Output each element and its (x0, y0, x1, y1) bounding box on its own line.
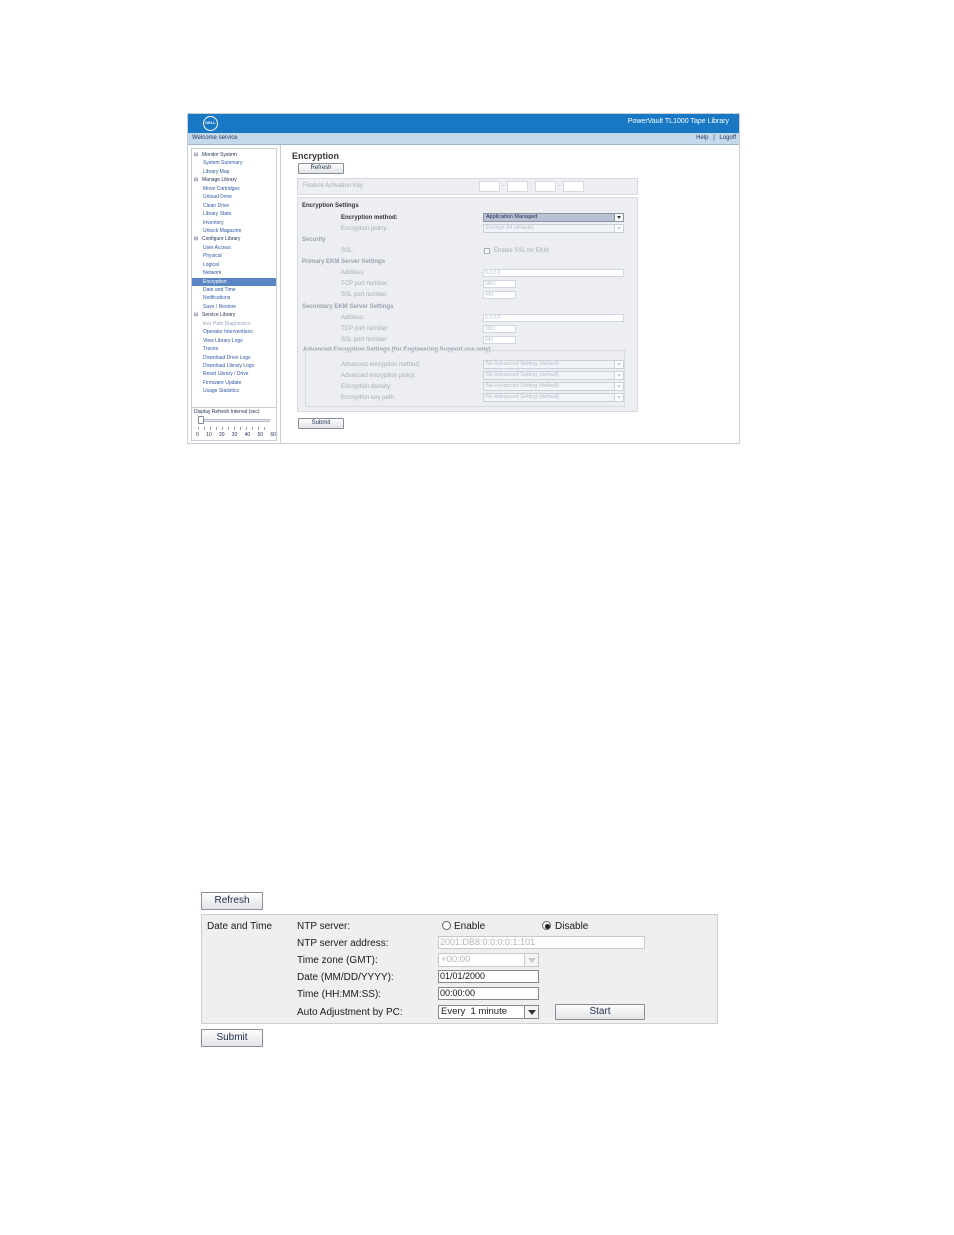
primary-address-input[interactable]: 0.0.0.0 (483, 269, 624, 277)
sidebar-item-unlock-magazine[interactable]: Unlock Magazine (203, 227, 242, 234)
ntp-enable-label: Enable (454, 921, 486, 932)
chevron-down-icon (614, 225, 623, 232)
secondary-ssl-label: SSL port number: (341, 337, 388, 343)
sidebar-item-view-library-logs[interactable]: View Library Logs (203, 337, 243, 344)
density-select[interactable] (483, 382, 624, 391)
chevron-down-icon (614, 361, 623, 368)
sidebar-group-label: Service Library (202, 312, 236, 319)
sidebar-item-notifications[interactable]: Notifications (203, 295, 231, 302)
refresh-button[interactable]: Refresh (298, 163, 344, 174)
slider-scale-label: 40 (244, 432, 251, 438)
link-separator: | (713, 135, 715, 141)
adv-policy-label: Advanced encryption policy: (341, 373, 416, 379)
sidebar-item-usage-statistics[interactable]: Usage Statistics (203, 388, 239, 395)
feature-activation-key-label: Feature Activation Key (303, 183, 364, 189)
advanced-heading: Advanced Encryption Settings (for Engineering Support use only) (303, 347, 491, 353)
slider-scale-label: 60 (270, 432, 276, 438)
slider-scale-label: 50 (257, 432, 264, 438)
sidebar-item-download-library-logs[interactable]: Download Library Logs (203, 362, 255, 369)
welcome-text: Welcome service (192, 135, 238, 141)
sidebar-item-firmware-update[interactable]: Firmware Update (203, 379, 242, 386)
sidebar-group-label: Monitor System (202, 152, 237, 158)
slider-handle[interactable] (198, 416, 204, 424)
primary-ssl-label: SSL port number: (341, 292, 388, 298)
sidebar-group-service-library[interactable] (192, 311, 276, 319)
ntp-disable-label: Disable (555, 921, 589, 932)
encryption-method-select[interactable] (483, 213, 624, 222)
slider-scale (196, 432, 276, 438)
method-label: Encryption method: (341, 215, 398, 221)
settings-heading: Encryption Settings (302, 203, 359, 209)
sidebar-item-physical[interactable]: Physical (203, 253, 222, 260)
method-value: Application Managed (486, 214, 538, 220)
sidebar-group-manage-library[interactable] (192, 176, 276, 184)
activation-key-field-4[interactable] (563, 181, 584, 192)
secondary-tcp-label: TCP port number: (341, 326, 389, 332)
sidebar-item-traces[interactable]: Traces (203, 346, 219, 353)
slider-scale-label: 10 (206, 432, 212, 438)
key-separator: - (530, 183, 532, 189)
secondary-tcp-input[interactable]: 3801 (483, 325, 516, 333)
adv-method-select[interactable] (483, 360, 624, 369)
sidebar-item-network[interactable]: Network (203, 270, 222, 277)
activation-key-field-1[interactable] (479, 181, 500, 192)
encryption-policy-select[interactable] (483, 224, 624, 233)
secondary-address-label: Address: (341, 315, 365, 321)
refresh-interval-slider[interactable] (198, 419, 270, 422)
encryption-settings-panel (297, 197, 638, 412)
main-content (280, 145, 739, 444)
time-input[interactable]: 00:00:00 (438, 987, 539, 1000)
policy-label: Encryption policy: (341, 226, 389, 232)
activation-key-field-3[interactable] (535, 181, 556, 192)
sidebar-item-user-access[interactable]: User Access (203, 244, 231, 251)
adv-method-value: No Advanced Setting (default) (486, 361, 560, 367)
slider-ticks (198, 427, 270, 430)
ntp-disable-radio[interactable] (542, 921, 551, 930)
primary-ssl-input[interactable]: 443 (483, 291, 516, 299)
auto-adjust-select[interactable] (438, 1005, 539, 1019)
ssl-label: SSL: (341, 248, 355, 254)
sidebar-item-system-summary[interactable]: System Summary (203, 160, 243, 167)
enable-ssl-checkbox[interactable] (484, 248, 490, 254)
sidebar-item-logical[interactable]: Logical (203, 261, 219, 268)
secondary-ekm-heading: Secondary EKM Server Settings (302, 304, 394, 310)
date-time-refresh-button[interactable]: Refresh (201, 892, 263, 910)
sidebar-item-key-path-diagnostics[interactable]: Key Path Diagnostics (203, 320, 251, 327)
sidebar-item-library-state[interactable]: Library State (203, 211, 232, 218)
collapse-icon[interactable]: ⊟ (194, 312, 199, 319)
slider-scale-label: 0 (196, 432, 199, 438)
primary-address-label: Address: (341, 270, 365, 276)
start-button[interactable]: Start (555, 1004, 645, 1020)
sidebar-group-label: Manage Library (202, 177, 237, 184)
adv-policy-select[interactable] (483, 371, 624, 380)
logoff-link[interactable]: Logoff (719, 135, 736, 141)
ntp-server-label: NTP server: (297, 921, 351, 932)
sidebar-item-date-and-time[interactable]: Date and Time (203, 287, 236, 293)
header-links (696, 135, 736, 141)
submit-button[interactable]: Submit (298, 418, 344, 429)
timezone-select[interactable] (438, 953, 539, 967)
page-title: Encryption (292, 151, 340, 161)
density-value: No Advanced Setting (default) (486, 383, 560, 389)
ntp-enable-radio[interactable] (442, 921, 451, 930)
sidebar-item-save-restore[interactable]: Save / Restore (203, 303, 237, 310)
key-separator: - (502, 183, 504, 189)
ntp-address-label: NTP server address: (297, 938, 389, 949)
enable-ssl-label: Enable SSL for EKM (494, 248, 549, 254)
sidebar-item-reset-library-drive[interactable]: Reset Library / Drive (203, 371, 249, 378)
slider-scale-label: 30 (231, 432, 238, 438)
slider-scale-label: 20 (218, 432, 225, 438)
collapse-icon[interactable]: ⊟ (194, 236, 199, 243)
section-title: Date and Time (207, 921, 273, 932)
sidebar-item-download-drive-logs[interactable]: Download Drive Logs (203, 354, 251, 361)
chevron-down-icon (524, 1006, 538, 1018)
sidebar-group-label: Configure Library (202, 236, 241, 243)
sidebar-divider (192, 407, 276, 408)
auto-adjust-value: Every 1 minute (441, 1006, 507, 1017)
date-label: Date (MM/DD/YYYY): (297, 972, 394, 983)
sidebar-item-clean-drive[interactable]: Clean Drive (203, 202, 230, 209)
chevron-down-icon (614, 383, 623, 390)
ntp-address-input[interactable]: 2001:DB8:0:0:0:0:1:101 (438, 936, 645, 949)
secondary-address-input[interactable]: 0.0.0.0 (483, 314, 624, 322)
sidebar-item-move-cartridges[interactable]: Move Cartridges (203, 185, 240, 192)
sidebar-nav (191, 148, 277, 441)
density-label: Encryption density: (341, 384, 392, 390)
primary-tcp-label: TCP port number: (341, 281, 389, 287)
help-link[interactable]: Help (696, 135, 709, 141)
sidebar-group-monitor-system[interactable] (192, 151, 276, 159)
chevron-down-icon (524, 954, 538, 966)
sidebar-menu (192, 149, 276, 396)
sidebar-item-operator-interventions[interactable]: Operator Interventions (203, 329, 253, 336)
primary-ekm-heading: Primary EKM Server Settings (302, 259, 386, 265)
key-path-select[interactable] (483, 393, 624, 402)
feature-activation-panel (297, 178, 638, 195)
date-time-submit-button[interactable]: Submit (201, 1029, 263, 1047)
sidebar-item-unload-drive[interactable]: Unload Drive (203, 194, 232, 201)
dell-logo-icon: DELL (203, 116, 218, 131)
time-label: Time (HH:MM:SS): (297, 989, 382, 1000)
adv-method-label: Advanced encryption method: (341, 362, 421, 368)
chevron-down-icon (614, 394, 623, 401)
sidebar-item-inventory[interactable]: Inventory (203, 219, 224, 226)
sidebar-item-encryption[interactable]: Encryption (192, 278, 276, 286)
activation-key-field-2[interactable] (507, 181, 528, 192)
timezone-value: +00:00 (441, 954, 471, 965)
sidebar-group-configure-library[interactable] (192, 235, 276, 243)
key-separator: - (558, 183, 560, 189)
date-time-panel (201, 914, 718, 1024)
tape-library-web-ui (187, 113, 740, 444)
date-input[interactable]: 01/01/2000 (438, 970, 539, 983)
top-banner (188, 114, 739, 133)
primary-tcp-input[interactable]: 3801 (483, 280, 516, 288)
policy-value: Encrypt All (default) (486, 225, 534, 231)
welcome-bar (188, 133, 739, 145)
chevron-down-icon (614, 372, 623, 379)
auto-adjust-label: Auto Adjustment by PC: (297, 1007, 403, 1018)
collapse-icon[interactable]: ⊟ (194, 152, 199, 158)
key-path-label: Encryption key path: (341, 395, 396, 401)
chevron-down-icon (614, 214, 623, 221)
refresh-interval-label: Display Refresh Interval (sec) (194, 409, 260, 415)
adv-policy-value: No Advanced Setting (default) (486, 372, 560, 378)
sidebar-item-library-map[interactable]: Library Map (203, 168, 230, 175)
product-name: PowerVault TL1000 Tape Library (627, 118, 729, 125)
collapse-icon[interactable]: ⊟ (194, 177, 199, 184)
key-path-value: No Advanced Setting (default) (486, 394, 560, 400)
security-heading: Security (302, 237, 326, 243)
timezone-label: Time zone (GMT): (297, 955, 378, 966)
secondary-ssl-input[interactable]: 443 (483, 336, 516, 344)
